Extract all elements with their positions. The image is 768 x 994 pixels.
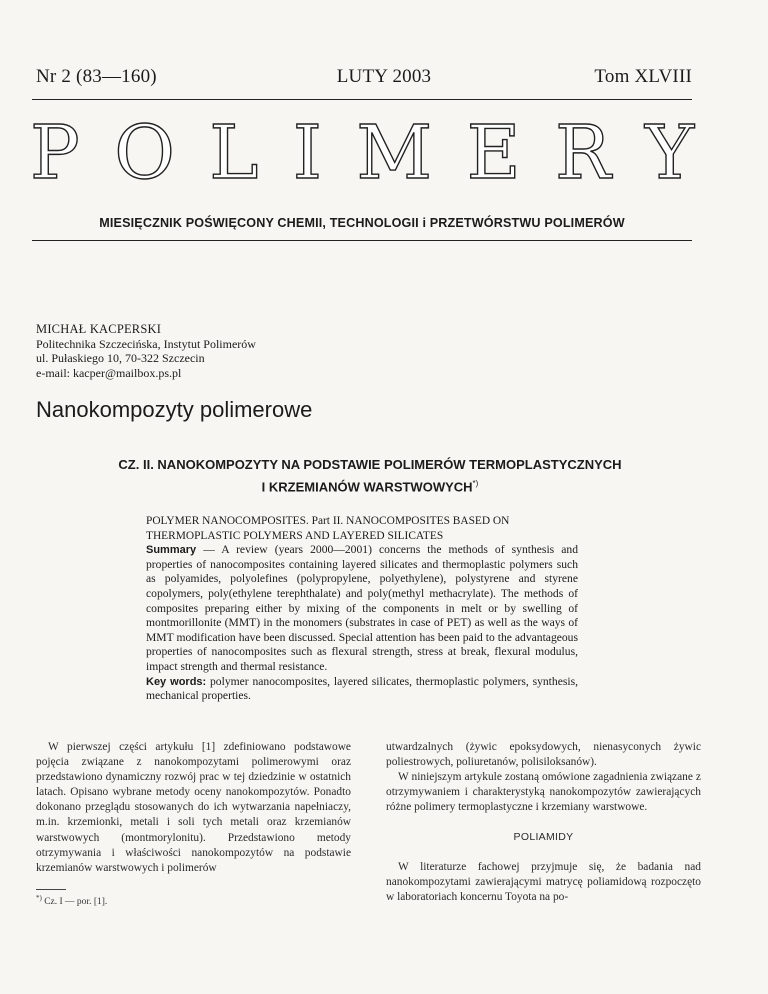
- english-title: POLYMER NANOCOMPOSITES. Part II. NANOCOMPOSITES BASED ON THERMOPLASTIC POLYMERS AND LAYERED SILICATES: [146, 515, 510, 542]
- right-paragraph-2: W niniejszym artykule zostaną omówione zagadnienia związane z otrzymywaniem i charakterystyką nanokompozytów zawierających różne polimery termoplastyczne i krzemiany warstwowe.: [386, 771, 701, 814]
- author-name: MICHAŁ KACPERSKI: [36, 322, 162, 336]
- top-rule: [32, 99, 692, 100]
- keywords-label: Key words:: [146, 675, 207, 688]
- masthead-letter: E: [466, 110, 521, 196]
- journal-subtitle: MIESIĘCZNIK POŚWIĘCONY CHEMII, TECHNOLOGII i PRZETWÓRSTWU POLIMERÓW: [99, 216, 625, 230]
- article-title: Nanokompozyty polimerowe: [36, 397, 313, 422]
- masthead-letter: R: [555, 110, 611, 196]
- volume-number: Tom XLVIII: [594, 66, 692, 87]
- masthead-letter: P: [30, 110, 80, 196]
- author-block: [36, 322, 256, 380]
- footnote-rule: [36, 889, 66, 890]
- left-paragraph: W pierwszej części artykułu [1] zdefiniowano podstawowe pojęcia związane z nanokompozytami polimerowymi oraz przedstawiono dynamiczny rozwój prac w tej dziedzinie w ostatnich latach. Opisano wybrane metody oceny nanokompozytów. Ponadto dokonano przeglądu stosowanych do ich wytwarzania napełniaczy, m.in. krzemionki, metali i soli tych metali oraz krzemianów warstwowych (montmorylonitu). Przedstawiono metody otrzymywania i właściwości nanokompozytów na podstawie krzemianów warstwowych i polimerów: [36, 741, 351, 874]
- right-column: [386, 740, 701, 905]
- masthead-letter: L: [209, 110, 259, 196]
- masthead-logo: [30, 110, 694, 196]
- part-heading-line2: I KRZEMIANÓW WARSTWOWYCH: [261, 479, 473, 495]
- section-title: POLIAMIDY: [513, 831, 574, 844]
- issue-number: Nr 2 (83—160): [36, 66, 157, 87]
- left-column: [36, 740, 351, 876]
- masthead-letter: Y: [645, 110, 694, 196]
- right-paragraph-1: utwardzalnych (żywic epoksydowych, nienasyconych żywic poliestrowych, poliuretanów, polisiloksanów).: [386, 741, 701, 769]
- footnote: [36, 894, 107, 907]
- part-heading-line1: CZ. II. NANOKOMPOZYTY NA PODSTAWIE POLIMERÓW TERMOPLASTYCZNYCH: [118, 457, 622, 472]
- right-paragraph-3: W literaturze fachowej przyjmuje się, że badania nad nanokompozytami zawierającymi matrycę poliamidową rozpoczęto w laboratoriach koncernu Toyota na po-: [386, 860, 701, 903]
- subtitle-rule: [32, 240, 692, 241]
- keywords-text: polymer nanocomposites, layered silicates, thermoplastic polymers, synthesis, mechanical properties.: [146, 674, 578, 703]
- author-affiliation: Politechnika Szczecińska, Instytut Polimerów: [36, 336, 256, 351]
- summary-paragraph: [146, 543, 578, 674]
- author-email: e-mail: kacper@mailbox.ps.pl: [36, 365, 182, 380]
- abstract-block: [146, 514, 578, 704]
- masthead-letter: M: [356, 110, 433, 196]
- masthead-letter: I: [292, 110, 323, 196]
- part-footnote-mark: *): [472, 479, 479, 488]
- footnote-mark: *): [36, 894, 42, 902]
- summary-label: Summary: [146, 544, 197, 557]
- keywords-paragraph: [146, 675, 578, 704]
- article-part-heading: [40, 455, 700, 496]
- issue-date: LUTY 2003: [336, 66, 432, 87]
- footnote-text: Cz. I — por. [1].: [41, 897, 108, 908]
- summary-text: — A review (years 2000—2001) concerns the methods of synthesis and properties of nanocomposites containing layered silicates and thermoplastic polymers such as polyamides, polyolefines (polypropylene, polyethylene), polystyrene and styrene copolymers, poly(ethylene terephthalate) and poly(methyl methacrylate). The methods of composites preparing either by mixing of the components in melt or by swelling of montmorillonite (MMT) in the monomers (substrates in case of PET) as well as the ways of MMT modification have been discussed. Special attention has been paid to the advantageous properties of nanocomposites such as flexural strength, stress at break, flexural modulus, impact strength and thermal resistance.: [146, 543, 578, 673]
- author-address: ul. Pułaskiego 10, 70-322 Szczecin: [36, 351, 205, 365]
- masthead-letter: O: [114, 110, 175, 196]
